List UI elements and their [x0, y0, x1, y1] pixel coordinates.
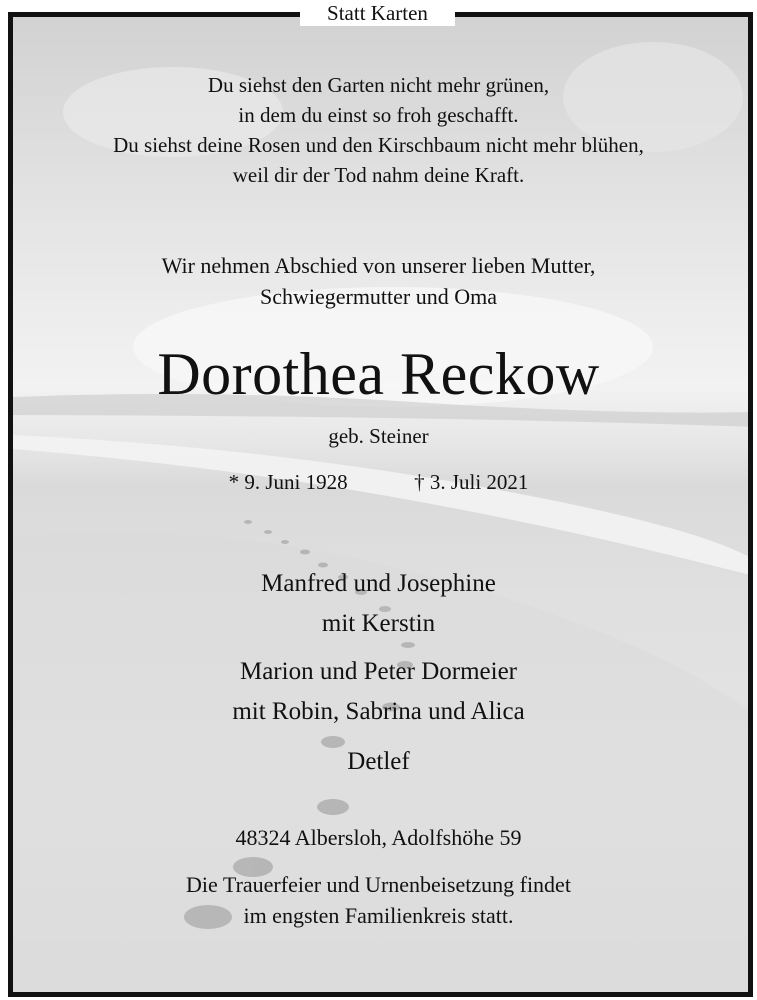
family-line: mit Robin, Sabrina und Alica — [232, 698, 525, 725]
funeral-notice-line: Die Trauerfeier und Urnenbeisetzung findet — [186, 872, 571, 897]
family-line: mit Kerstin — [321, 610, 436, 637]
deceased-name: Dorothea Reckow — [157, 341, 600, 407]
poem-line: Du siehst den Garten nicht mehr grünen, — [207, 73, 550, 97]
birth-name: geb. Steiner — [328, 424, 429, 448]
funeral-notice-line: im engsten Familienkreis statt. — [243, 903, 514, 928]
address: 48324 Albersloh, Adolfshöhe 59 — [235, 825, 522, 850]
farewell-intro-line: Schwiegermutter und Oma — [259, 284, 498, 309]
death-date: † 3. Juli 2021 — [414, 470, 529, 494]
family-line: Marion und Peter Dormeier — [239, 658, 517, 685]
farewell-intro-line: Wir nehmen Abschied von unserer lieben Mutter, — [161, 253, 596, 278]
family-line: Manfred und Josephine — [261, 570, 496, 597]
poem-line: in dem du einst so froh geschafft. — [238, 103, 519, 127]
birth-date: * 9. Juni 1928 — [228, 470, 348, 494]
life-dates — [0, 470, 757, 495]
poem-line: weil dir der Tod nahm deine Kraft. — [232, 163, 525, 187]
poem-line: Du siehst deine Rosen und den Kirschbaum nicht mehr blühen, — [113, 133, 644, 157]
family-line: Detlef — [347, 748, 410, 775]
statt-karten-label: Statt Karten — [300, 0, 455, 26]
